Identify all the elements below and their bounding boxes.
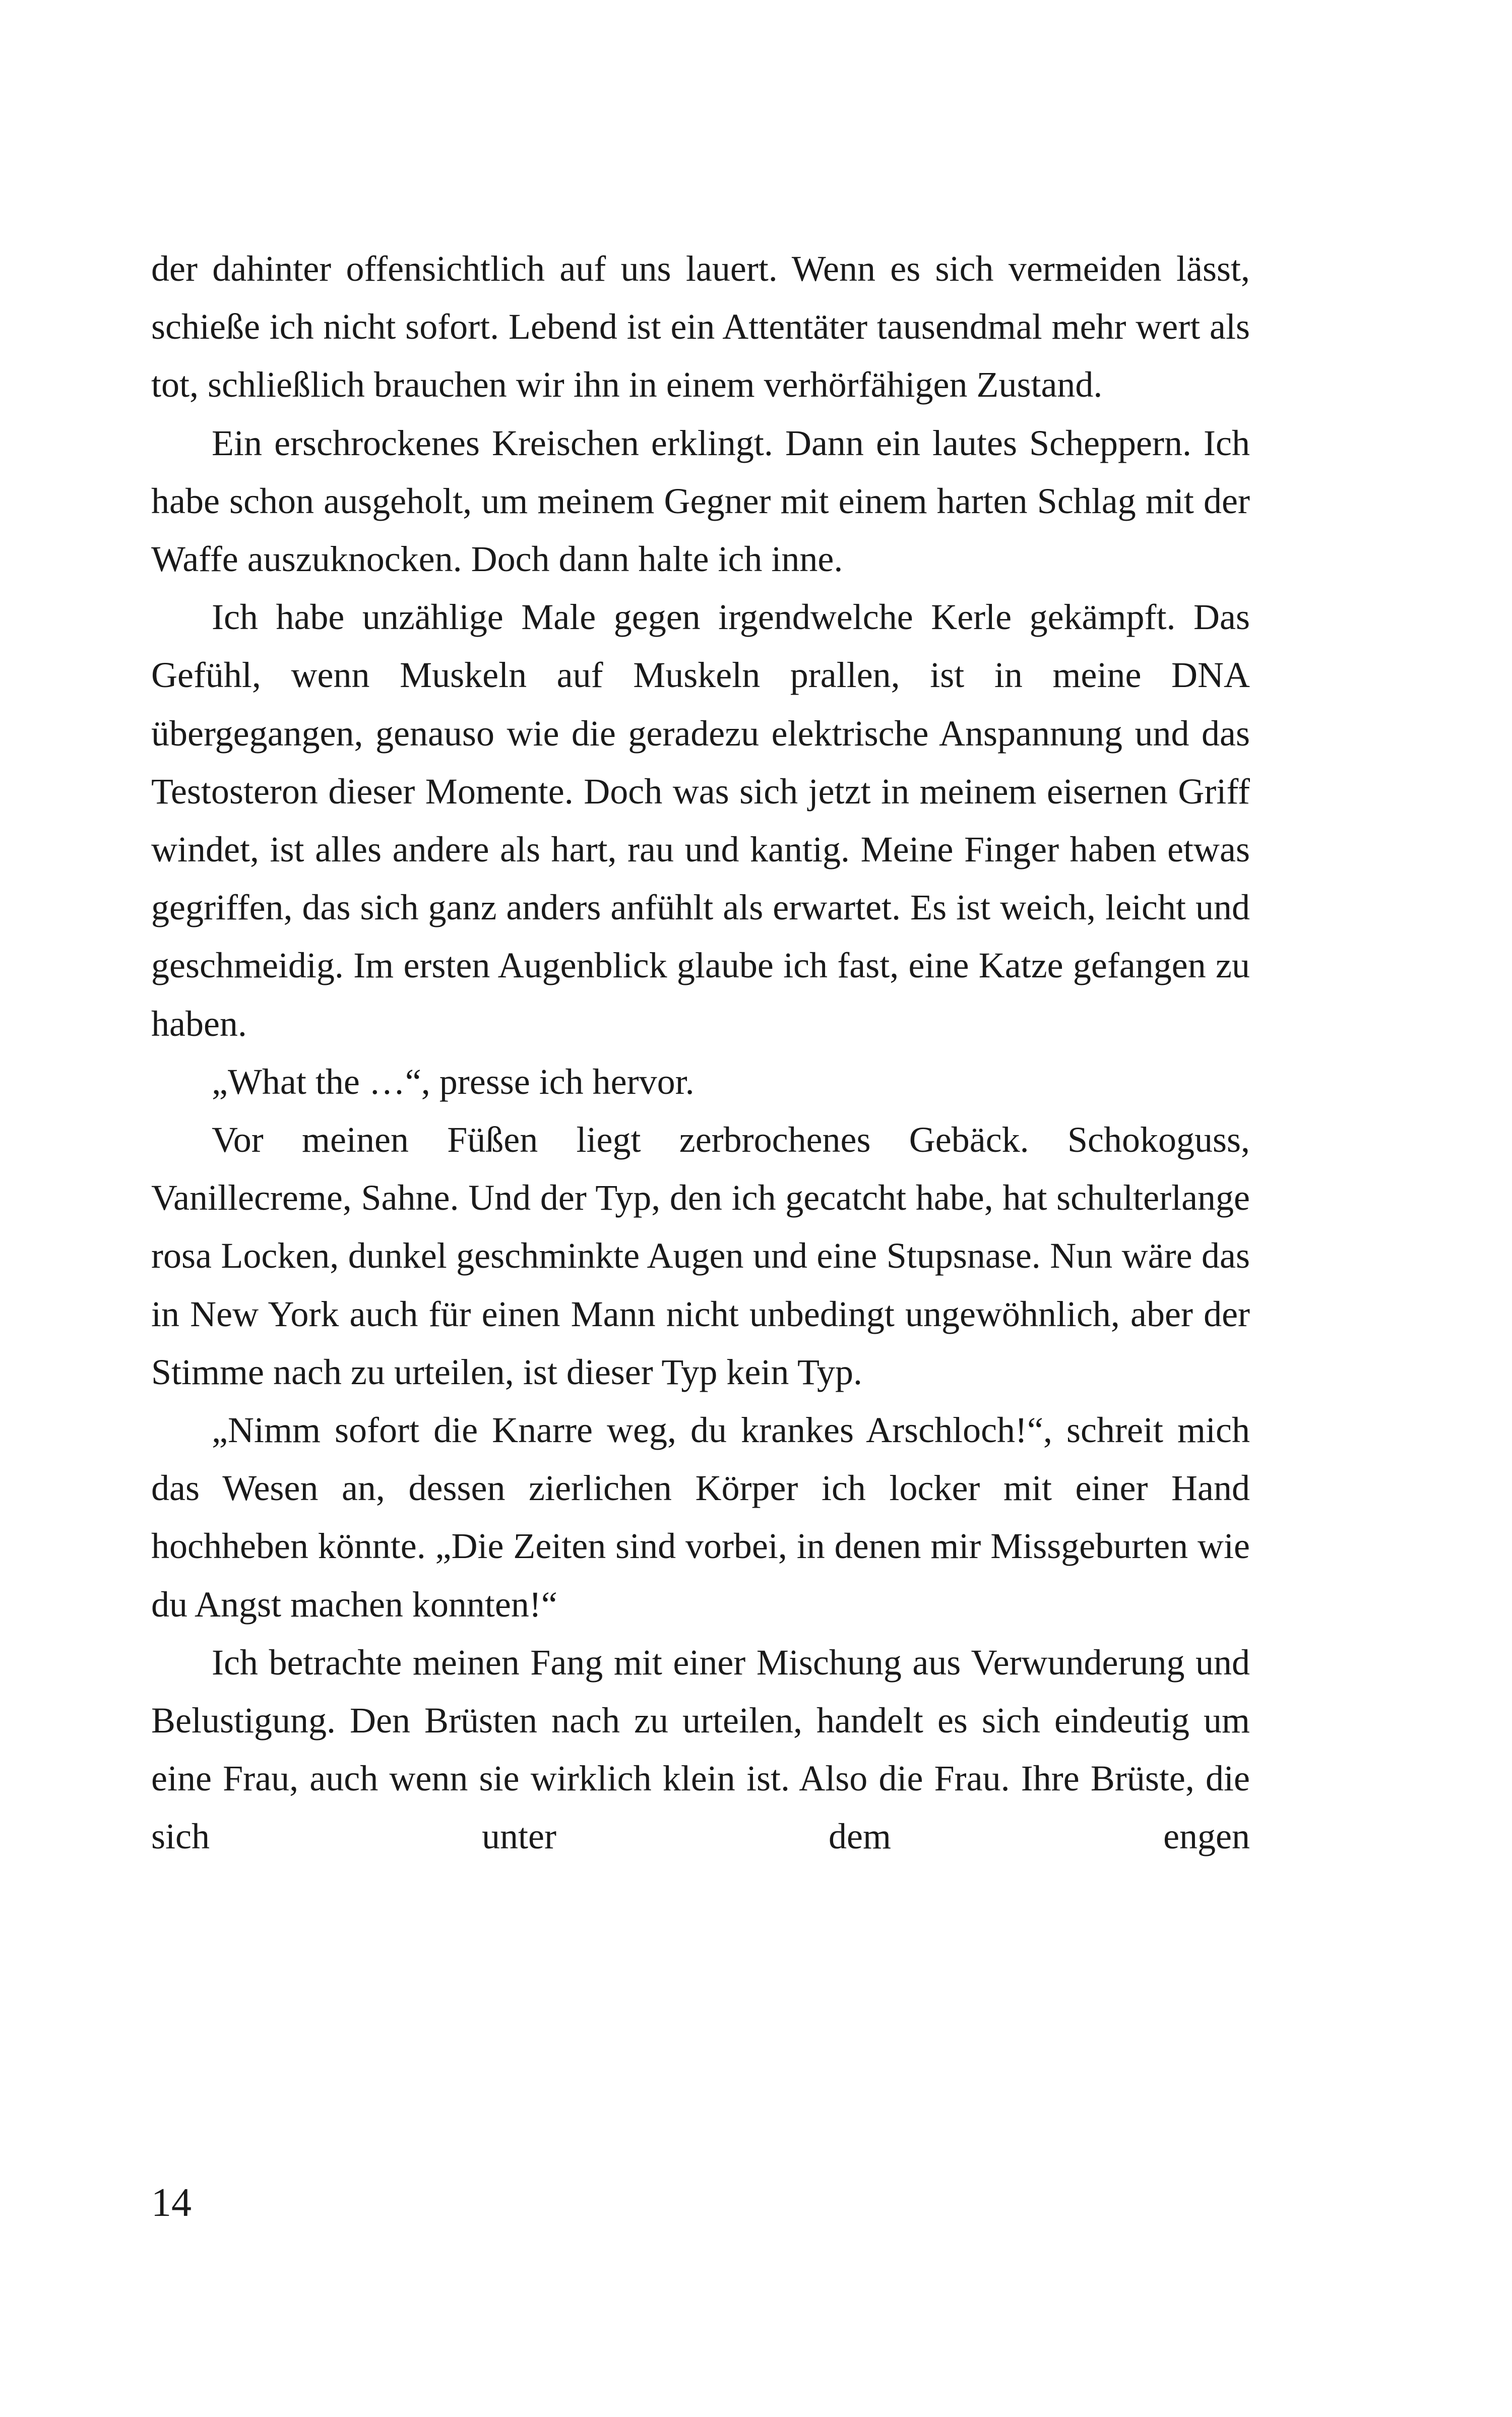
paragraph-3: Ich habe unzählige Male gegen irgendwelche Kerle gekämpft. Das Gefühl, wenn Muskeln auf Muskeln prallen, ist in meine DNA übergegangen, genauso wie die geradezu elektrische Anspannung und das Testosteron dieser Momente. Doch was sich jetzt in meinem eisernen Griff windet, ist alles andere als hart, rau und kantig. Meine Finger haben etwas gegriffen, das sich ganz anders anfühlt als erwartet. Es ist weich, leicht und geschmeidig. Im ersten Augenblick glaube ich fast, eine Katze gefangen zu haben. bbox=[151, 597, 1250, 1044]
paragraph-4: „What the …“, presse ich hervor. bbox=[212, 1061, 695, 1102]
paragraph-5: Vor meinen Füßen liegt zerbrochenes Gebäck. Schokoguss, Vanillecreme, Sahne. Und der Typ, den ich gecatcht habe, hat schulterlange rosa Locken, dunkel geschminkte Augen und eine Stupsnase. Nun wäre das in New York auch für einen Mann nicht unbedingt ungewöhnlich, aber der Stimme nach zu urteilen, ist dieser Typ kein Typ. bbox=[151, 1120, 1250, 1392]
page-number: 14 bbox=[151, 2181, 192, 2225]
paragraph-6: „Nimm sofort die Knarre weg, du krankes Arschloch!“, schreit mich das Wesen an, dessen zierlichen Körper ich locker mit einer Hand hochheben könnte. „Die Zeiten sind vorbei, in denen mir Missgeburten wie du Angst machen konnten!“ bbox=[151, 1410, 1250, 1625]
paragraph-2: Ein erschrockenes Kreischen erklingt. Dann ein lautes Scheppern. Ich habe schon ausgeholt, um meinem Gegner mit einem harten Schlag mit der Waffe auszuknocken. Doch dann halte ich inne. bbox=[151, 422, 1250, 580]
paragraph-7: Ich betrachte meinen Fang mit einer Mischung aus Verwunderung und Belustigung. Den Brüsten nach zu urteilen, handelt es sich eindeutig um eine Frau, auch wenn sie wirklich klein ist. Also die Frau. Ihre Brüste, die sich unter dem engen bbox=[151, 1642, 1250, 1857]
paragraph-1: der dahinter offensichtlich auf uns lauert. Wenn es sich vermeiden lässt, schieße ich nicht sofort. Lebend ist ein Attentäter tausendmal mehr wert als tot, schließlich brauchen wir ihn in einem verhörfähigen Zustand. bbox=[151, 249, 1250, 405]
page-body-text bbox=[151, 240, 1250, 1866]
